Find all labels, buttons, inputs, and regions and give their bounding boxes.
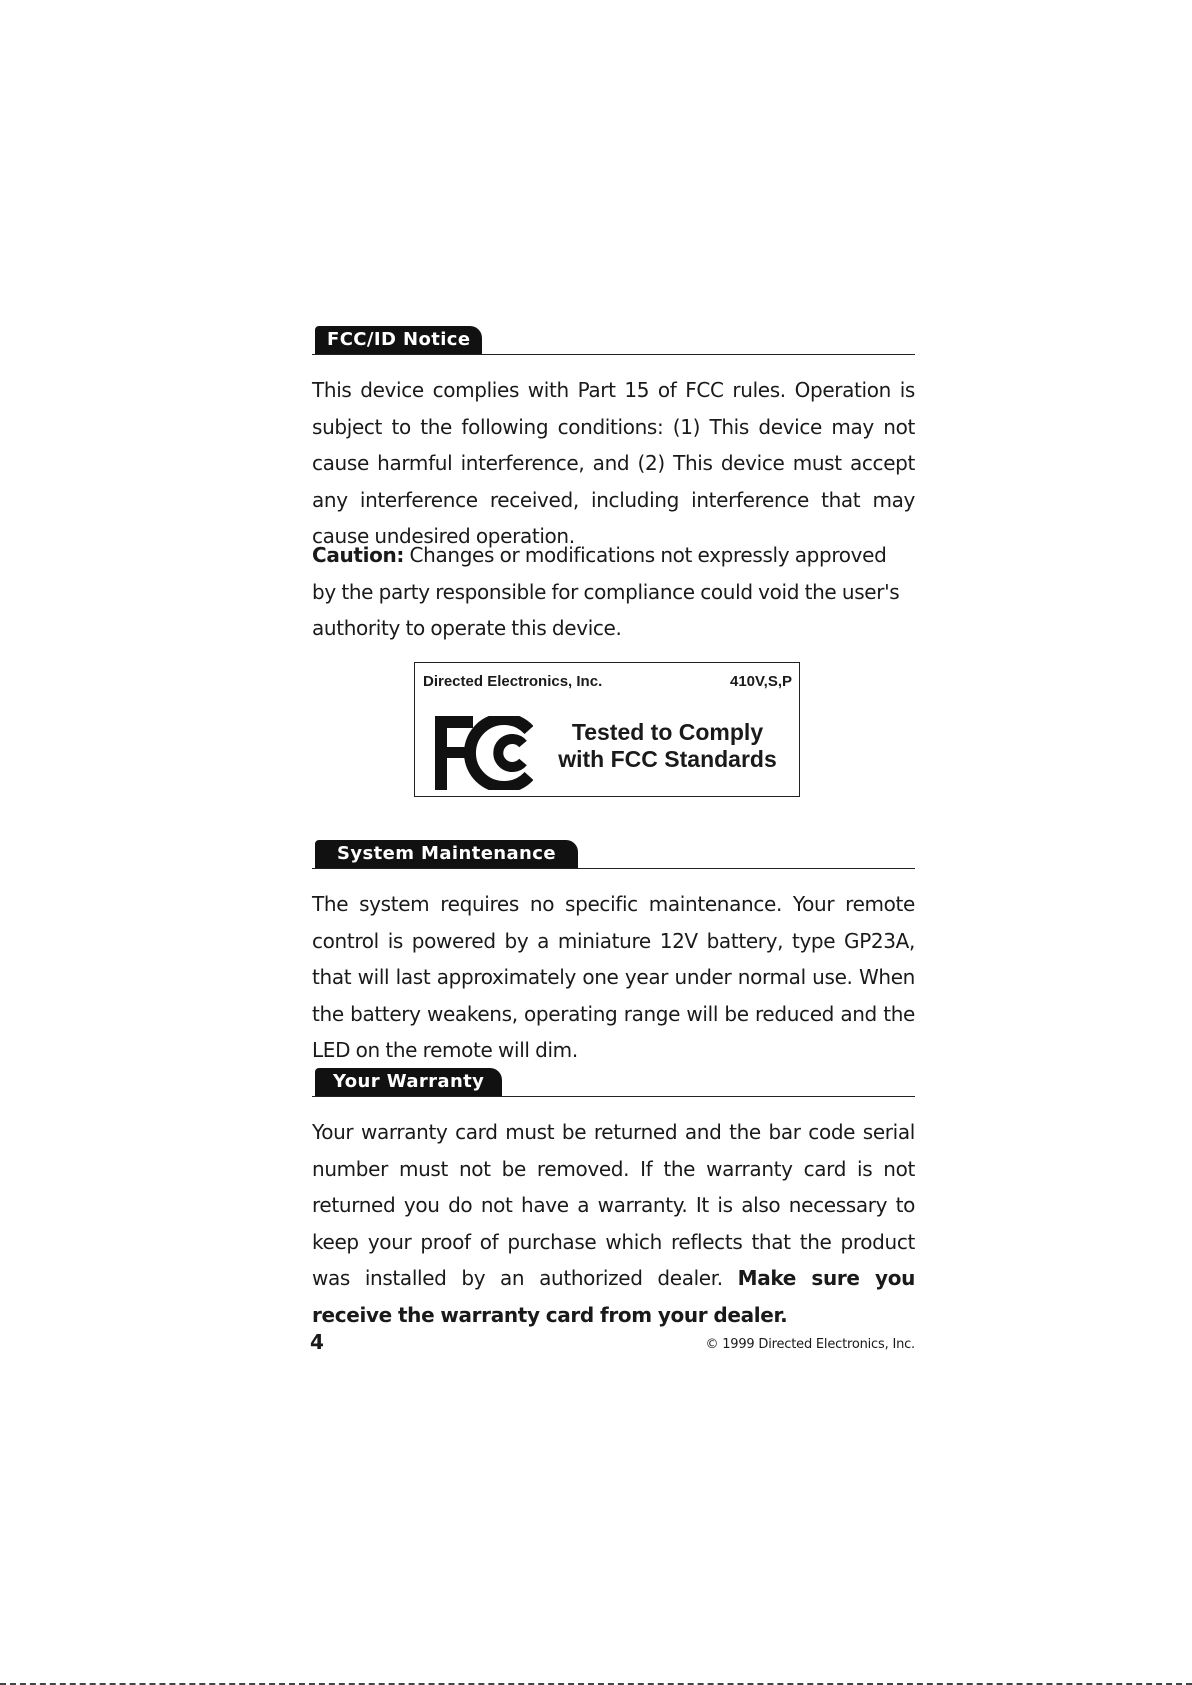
fcc-notice-paragraph: This device complies with Part 15 of FCC rules. Operation is subject to the following conditions: (1) This device may not cause harmful interference, and (2) This device must accept any interference received, including interference that may cause undesired operation. [312,378,915,549]
copyright-notice: © 1999 Directed Electronics, Inc. [705,1337,915,1352]
fcc-compliance-label [414,662,800,797]
label-company: Directed Electronics, Inc. [423,673,603,690]
caution-text: Changes or modifications not expressly approved by the party responsible for compliance could void the user's authority to operate this device. [312,543,900,641]
maintenance-paragraph: The system requires no specific maintenance. Your remote control is powered by a miniature 12V battery, type GP23A, that will last approximately one year under normal use. When the battery weakens, operating range will be reduced and the LED on the remote will dim. [312,892,915,1063]
warranty-emphasis: Make sure you receive the warranty card from your dealer. [312,1266,915,1327]
caution-label: Caution: [312,543,405,567]
warranty-paragraph [312,1114,915,1334]
fcc-logo [435,716,533,790]
page-number: 4 [310,1330,324,1354]
maintenance-section-title: System Maintenance [315,840,578,868]
label-model-number: 410V,S,P [730,673,792,690]
fcc-section-title: FCC/ID Notice [315,326,482,354]
label-line-2: with FCC Standards [558,746,777,772]
warranty-text: Your warranty card must be returned and the bar code serial number must not be removed. If the warranty card is not returned you do not have a warranty. It is also necessary to keep your proof of purchase which reflects that the product was installed by an authorized dealer. [312,1120,915,1291]
fcc-section-header [312,324,915,355]
caution-paragraph [312,537,915,647]
maintenance-section-header [312,838,915,869]
warranty-section-title: Your Warranty [315,1068,502,1096]
label-line-1: Tested to Comply [571,719,764,745]
warranty-section-header [312,1066,915,1097]
